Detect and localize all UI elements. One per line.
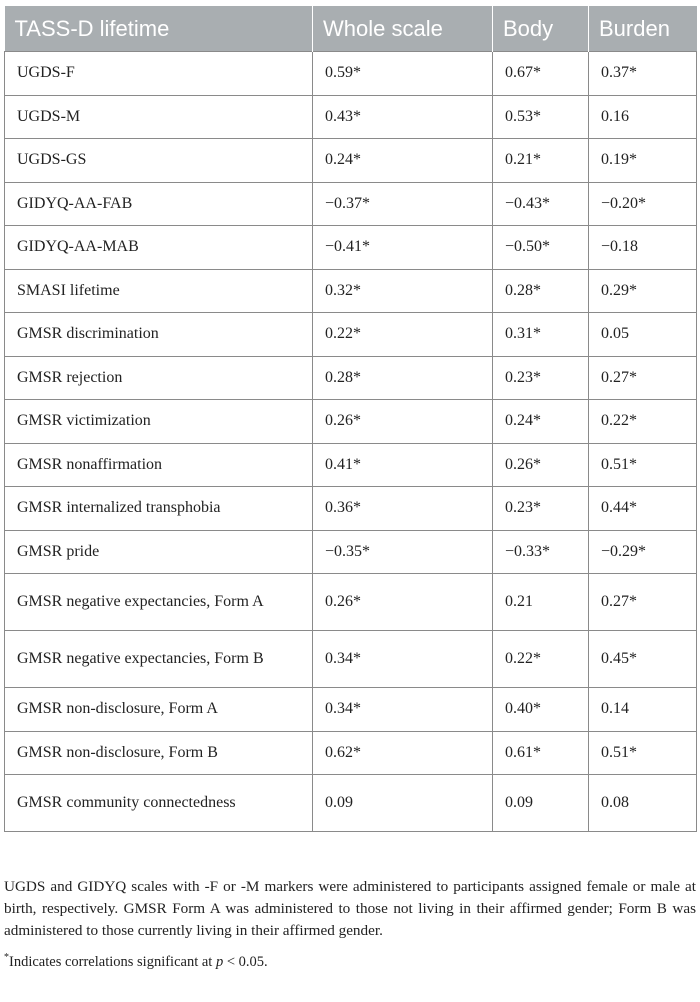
table-row <box>5 530 697 574</box>
cell-burden: 0.37* <box>589 52 697 96</box>
row-label: SMASI lifetime <box>5 269 313 313</box>
table-row <box>5 52 697 96</box>
row-label: GMSR rejection <box>5 356 313 400</box>
cell-burden: −0.20* <box>589 182 697 226</box>
table-row <box>5 356 697 400</box>
cell-whole-scale: 0.34* <box>313 631 493 688</box>
cell-burden: −0.18 <box>589 226 697 270</box>
cell-burden: 0.45* <box>589 631 697 688</box>
cell-body: 0.21 <box>493 574 589 631</box>
row-label: GMSR victimization <box>5 400 313 444</box>
significance-variable: p <box>215 953 224 970</box>
table-row <box>5 269 697 313</box>
table-row <box>5 139 697 183</box>
column-header-measure: TASS-D lifetime <box>5 6 313 52</box>
cell-body: 0.24* <box>493 400 589 444</box>
table-row <box>5 731 697 775</box>
cell-whole-scale: 0.26* <box>313 574 493 631</box>
cell-whole-scale: 0.62* <box>313 731 493 775</box>
table-row <box>5 443 697 487</box>
cell-body: −0.50* <box>493 226 589 270</box>
row-label: UGDS-M <box>5 95 313 139</box>
footnote-administration: UGDS and GIDYQ scales with -F or -M markers were administered to participants assigned female or male at birth, respectively. GMSR Form A was administered to those not living in their affirmed gender; Form B was administered to those currently living in their affirmed gender. <box>4 878 696 939</box>
cell-burden: 0.44* <box>589 487 697 531</box>
cell-body: 0.67* <box>493 52 589 96</box>
footnote-significance <box>4 947 696 973</box>
cell-burden: 0.29* <box>589 269 697 313</box>
row-label: GMSR negative expectancies, Form A <box>5 574 313 631</box>
cell-burden: −0.29* <box>589 530 697 574</box>
cell-whole-scale: 0.41* <box>313 443 493 487</box>
cell-body: 0.40* <box>493 688 589 732</box>
row-label: GMSR non-disclosure, Form A <box>5 688 313 732</box>
table-row <box>5 226 697 270</box>
table-row <box>5 688 697 732</box>
row-label: GMSR pride <box>5 530 313 574</box>
significance-text: Indicates correlations significant at <box>9 953 216 970</box>
cell-whole-scale: 0.59* <box>313 52 493 96</box>
correlation-table <box>4 6 697 832</box>
cell-body: 0.22* <box>493 631 589 688</box>
cell-body: 0.26* <box>493 443 589 487</box>
cell-body: 0.53* <box>493 95 589 139</box>
table-row <box>5 182 697 226</box>
cell-burden: 0.08 <box>589 775 697 832</box>
table-row <box>5 95 697 139</box>
cell-burden: 0.27* <box>589 574 697 631</box>
cell-body: 0.23* <box>493 487 589 531</box>
cell-whole-scale: 0.43* <box>313 95 493 139</box>
table-row <box>5 400 697 444</box>
cell-burden: 0.16 <box>589 95 697 139</box>
cell-whole-scale: −0.37* <box>313 182 493 226</box>
cell-burden: 0.14 <box>589 688 697 732</box>
table-header <box>5 6 697 52</box>
cell-whole-scale: −0.41* <box>313 226 493 270</box>
cell-body: 0.28* <box>493 269 589 313</box>
header-row <box>5 6 697 52</box>
table-row <box>5 487 697 531</box>
column-header-whole-scale: Whole scale <box>313 6 493 52</box>
cell-whole-scale: 0.28* <box>313 356 493 400</box>
cell-body: 0.09 <box>493 775 589 832</box>
column-header-body: Body <box>493 6 589 52</box>
cell-whole-scale: 0.32* <box>313 269 493 313</box>
row-label: GMSR negative expectancies, Form B <box>5 631 313 688</box>
cell-body: 0.61* <box>493 731 589 775</box>
table-footnotes <box>4 876 696 973</box>
cell-whole-scale: 0.26* <box>313 400 493 444</box>
cell-whole-scale: 0.09 <box>313 775 493 832</box>
row-label: GMSR nonaffirmation <box>5 443 313 487</box>
cell-whole-scale: 0.24* <box>313 139 493 183</box>
column-header-burden: Burden <box>589 6 697 52</box>
row-label: GMSR internalized transphobia <box>5 487 313 531</box>
row-label: GIDYQ-AA-MAB <box>5 226 313 270</box>
cell-whole-scale: 0.34* <box>313 688 493 732</box>
cell-whole-scale: −0.35* <box>313 530 493 574</box>
cell-burden: 0.51* <box>589 731 697 775</box>
cell-body: 0.31* <box>493 313 589 357</box>
table-row <box>5 574 697 631</box>
cell-burden: 0.19* <box>589 139 697 183</box>
cell-burden: 0.27* <box>589 356 697 400</box>
table-row <box>5 631 697 688</box>
significance-marker: * <box>4 952 9 963</box>
cell-body: −0.33* <box>493 530 589 574</box>
cell-body: 0.23* <box>493 356 589 400</box>
cell-body: −0.43* <box>493 182 589 226</box>
cell-body: 0.21* <box>493 139 589 183</box>
row-label: GIDYQ-AA-FAB <box>5 182 313 226</box>
table-row <box>5 313 697 357</box>
row-label: GMSR community connectedness <box>5 775 313 832</box>
row-label: UGDS-GS <box>5 139 313 183</box>
cell-burden: 0.51* <box>589 443 697 487</box>
cell-whole-scale: 0.22* <box>313 313 493 357</box>
cell-burden: 0.22* <box>589 400 697 444</box>
significance-threshold: < 0.05. <box>223 953 268 970</box>
table-row <box>5 775 697 832</box>
cell-whole-scale: 0.36* <box>313 487 493 531</box>
row-label: GMSR discrimination <box>5 313 313 357</box>
row-label: UGDS-F <box>5 52 313 96</box>
cell-burden: 0.05 <box>589 313 697 357</box>
table-body <box>5 52 697 832</box>
row-label: GMSR non-disclosure, Form B <box>5 731 313 775</box>
